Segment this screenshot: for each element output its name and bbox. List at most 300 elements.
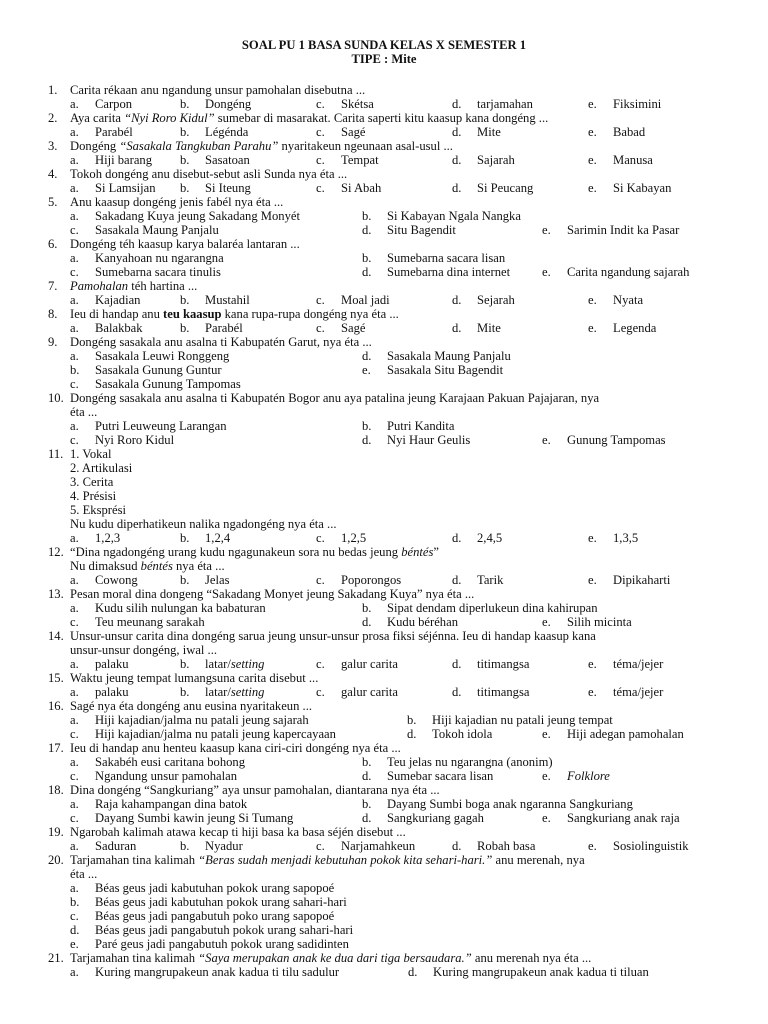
question-number: 8. [48, 307, 58, 321]
answer-option-d[interactable] [362, 433, 470, 447]
option-letter: e. [362, 363, 371, 377]
text-segment: galur carita [341, 685, 398, 699]
question-stem [48, 587, 720, 601]
question-number: 11. [48, 447, 64, 461]
option-letter: a. [70, 321, 79, 335]
answer-option-e[interactable] [542, 433, 666, 447]
option-letter: e. [588, 531, 597, 545]
option-letter: c. [70, 223, 79, 237]
option-text [567, 727, 684, 741]
text-segment: palaku [95, 657, 129, 671]
answer-option-d[interactable] [362, 265, 510, 279]
question-item [48, 741, 720, 783]
option-text [387, 601, 598, 615]
option-letter: a. [70, 755, 79, 769]
question-text [48, 475, 720, 489]
option-text [477, 125, 501, 139]
text-segment: Si Lamsijan [95, 181, 156, 195]
question-stem-continued [48, 559, 720, 573]
answer-option-a[interactable] [70, 125, 133, 139]
question-item [48, 307, 720, 335]
text-segment: Sejarah [477, 293, 515, 307]
answer-option-a[interactable] [70, 293, 140, 307]
answer-option-a[interactable] [70, 713, 309, 727]
question-text [48, 237, 720, 251]
option-row [48, 97, 720, 111]
text-segment: Sasakala Maung Panjalu [387, 349, 511, 363]
option-text [95, 881, 334, 895]
text-segment: Narjamahkeun [341, 839, 416, 853]
option-text [477, 531, 502, 545]
page-title: SOAL PU 1 BASA SUNDA KELAS X SEMESTER 1 [241, 38, 527, 52]
option-letter: b. [180, 293, 190, 307]
question-number: 15. [48, 671, 64, 685]
text-segment: Dongéng sasakala anu asalna ti Kabupatén Bogor anu aya patalina jeung Karajaan Pakuan Pajajaran, nya [70, 391, 600, 405]
option-text [95, 965, 339, 979]
text-segment: Béas geus jadi kabutuhan pokok urang sapopoé [95, 881, 335, 895]
answer-option-a[interactable] [70, 797, 247, 811]
option-text [95, 755, 245, 769]
option-letter: a. [70, 531, 79, 545]
text-segment: Tempat [341, 153, 379, 167]
option-text [95, 531, 120, 545]
text-segment: Robah basa [477, 839, 536, 853]
option-text [477, 181, 533, 195]
answer-option-a[interactable] [70, 209, 300, 223]
text-segment: “Nyi Roro Kidul” [124, 111, 215, 125]
answer-option-b[interactable] [180, 685, 264, 699]
text-segment: Nyata [613, 293, 644, 307]
answer-option-c[interactable] [316, 321, 365, 335]
answer-option-e[interactable] [542, 769, 610, 783]
answer-option-e[interactable] [588, 125, 645, 139]
answer-option-a[interactable] [70, 251, 224, 265]
question-item [48, 279, 720, 307]
text-segment: setting [230, 657, 265, 671]
option-letter: d. [452, 293, 462, 307]
question-text [48, 517, 720, 531]
text-segment: 1,2,3 [95, 531, 121, 545]
option-letter: d. [452, 531, 462, 545]
answer-option-b[interactable] [70, 895, 347, 909]
text-segment: galur carita [341, 657, 398, 671]
answer-option-b[interactable] [362, 797, 633, 811]
option-letter: c. [316, 321, 325, 335]
option-letter: b. [180, 125, 190, 139]
answer-option-d[interactable] [362, 223, 456, 237]
option-letter: d. [452, 657, 462, 671]
option-text [477, 153, 515, 167]
question-text [48, 783, 720, 797]
option-letter: e. [588, 657, 597, 671]
question-text [48, 853, 720, 867]
option-letter: a. [70, 685, 79, 699]
answer-option-b[interactable] [70, 363, 222, 377]
answer-option-d[interactable] [407, 727, 492, 741]
answer-option-c[interactable] [70, 615, 205, 629]
question-stem [48, 307, 720, 321]
text-segment: ” [433, 545, 439, 559]
text-segment: Aya carita [70, 111, 125, 125]
question-text [48, 559, 720, 573]
question-number: 3. [48, 139, 58, 153]
option-text [95, 265, 221, 279]
text-segment: 1. Vokal [70, 447, 112, 461]
question-number: 5. [48, 195, 58, 209]
text-segment: Dayang Sumbi boga anak ngaranna Sangkuriang [387, 797, 633, 811]
answer-option-b[interactable] [362, 251, 505, 265]
text-segment: Sarimin Indit ka Pasar [567, 223, 680, 237]
option-letter: a. [70, 153, 79, 167]
question-stem [48, 853, 720, 867]
option-text [95, 377, 241, 391]
question-stem [48, 335, 720, 349]
question-number: 17. [48, 741, 64, 755]
option-letter: d. [362, 769, 372, 783]
text-segment: Si Peucang [477, 181, 534, 195]
question-stem [48, 741, 720, 755]
text-segment: “Dina ngadongéng urang kudu ngagunakeun sora nu bedas jeung [70, 545, 402, 559]
answer-option-d[interactable] [362, 349, 511, 363]
text-segment: Carpon [95, 97, 133, 111]
question-number: 2. [48, 111, 58, 125]
option-row [48, 769, 720, 783]
text-segment: unsur-unsur dongéng, iwal ... [70, 643, 218, 657]
text-segment: nyaritakeun ngeunaan asal-usul ... [278, 139, 453, 153]
answer-option-e[interactable] [542, 727, 684, 741]
answer-option-d[interactable] [362, 769, 493, 783]
answer-option-c[interactable] [316, 685, 398, 699]
option-text [387, 265, 510, 279]
option-letter: b. [180, 657, 190, 671]
answer-option-b[interactable] [180, 531, 230, 545]
question-list [48, 83, 720, 979]
text-segment: Mite [477, 125, 501, 139]
answer-option-d[interactable] [452, 97, 533, 111]
text-segment: Manusa [613, 153, 653, 167]
text-segment: Skétsa [341, 97, 374, 111]
text-segment: Legenda [613, 321, 657, 335]
answer-option-e[interactable] [588, 293, 643, 307]
option-text [95, 839, 136, 853]
answer-option-e[interactable] [542, 811, 680, 825]
option-letter: a. [70, 573, 79, 587]
answer-option-a[interactable] [70, 965, 339, 979]
answer-option-d[interactable] [452, 181, 533, 195]
option-letter: c. [70, 769, 79, 783]
option-letter: b. [180, 685, 190, 699]
question-stem-continued [48, 475, 720, 489]
text-segment: Dayang Sumbi kawin jeung Si Tumang [95, 811, 294, 825]
text-segment: Unsur-unsur carita dina dongéng sarua jeung unsur-unsur prosa fiksi séjénna. Ieu di handap kaasup kana [70, 629, 596, 643]
option-row [48, 755, 720, 769]
answer-option-b[interactable] [180, 321, 243, 335]
text-segment: sumebar di masarakat. Carita saperti kitu kaasup kana dongéng ... [214, 111, 549, 125]
option-letter: a. [70, 125, 79, 139]
question-item [48, 111, 720, 139]
answer-option-c[interactable] [316, 839, 415, 853]
option-text [477, 321, 501, 335]
answer-option-d[interactable] [452, 125, 501, 139]
text-segment: Fiksimini [613, 97, 662, 111]
text-segment: Sasakala Leuwi Ronggeng [95, 349, 230, 363]
text-segment: anu merenah nya éta ... [471, 951, 592, 965]
option-text [613, 531, 638, 545]
text-segment: Hiji kajadian/jalma nu patali jeung sajarah [95, 713, 309, 727]
text-segment: Dongéng [70, 139, 120, 153]
option-text [477, 839, 535, 853]
answer-option-c[interactable] [316, 153, 379, 167]
question-stem [48, 167, 720, 181]
option-letter: e. [588, 839, 597, 853]
answer-option-d[interactable] [70, 923, 353, 937]
option-text [613, 839, 689, 853]
answer-option-a[interactable] [70, 755, 245, 769]
answer-option-a[interactable] [70, 321, 143, 335]
answer-option-a[interactable] [70, 839, 136, 853]
option-letter: c. [316, 153, 325, 167]
answer-option-e[interactable] [542, 265, 689, 279]
option-row [48, 685, 720, 699]
text-segment: béntés [140, 559, 173, 573]
answer-option-a[interactable] [70, 419, 227, 433]
text-segment: Raja kahampangan dina batok [95, 797, 248, 811]
answer-option-b[interactable] [180, 181, 251, 195]
option-text [567, 433, 666, 447]
answer-option-c[interactable] [70, 223, 219, 237]
option-text [205, 839, 243, 853]
answer-option-d[interactable] [452, 293, 515, 307]
text-segment: Sangkuriang anak raja [567, 811, 680, 825]
option-text [95, 657, 129, 671]
option-text [477, 657, 529, 671]
question-stem [48, 195, 720, 209]
question-item [48, 335, 720, 391]
option-row [48, 657, 720, 671]
option-letter: d. [452, 97, 462, 111]
option-letter: b. [362, 251, 372, 265]
option-text [387, 797, 633, 811]
option-letter: b. [362, 755, 372, 769]
option-letter: a. [70, 713, 79, 727]
answer-option-c[interactable] [70, 909, 334, 923]
answer-option-a[interactable] [70, 181, 156, 195]
answer-option-e[interactable] [70, 937, 349, 951]
option-row [48, 433, 720, 447]
answer-option-d[interactable] [452, 531, 502, 545]
option-letter: d. [452, 573, 462, 587]
answer-option-e[interactable] [588, 657, 663, 671]
option-letter: d. [407, 727, 417, 741]
answer-option-a[interactable] [70, 153, 152, 167]
option-letter: c. [70, 811, 79, 825]
answer-option-c[interactable] [316, 293, 390, 307]
answer-option-d[interactable] [452, 839, 535, 853]
answer-option-e[interactable] [588, 97, 661, 111]
answer-option-c[interactable] [70, 377, 241, 391]
text-segment: Béas geus jadi pangabutuh poko urang sapopoé [95, 909, 335, 923]
option-text [477, 685, 529, 699]
answer-option-a[interactable] [70, 881, 334, 895]
answer-option-b[interactable] [180, 573, 229, 587]
option-letter: a. [70, 349, 79, 363]
text-segment: Ngandung unsur pamohalan [95, 769, 237, 783]
answer-option-c[interactable] [70, 811, 293, 825]
answer-option-a[interactable] [70, 573, 138, 587]
option-letter: d. [452, 321, 462, 335]
question-stem-continued [48, 643, 720, 657]
text-segment: tarjamahan [477, 97, 533, 111]
answer-option-a[interactable] [70, 97, 132, 111]
answer-option-b[interactable] [180, 839, 243, 853]
question-item [48, 951, 720, 979]
answer-option-e[interactable] [588, 153, 653, 167]
text-segment: Mustahil [205, 293, 250, 307]
option-text [95, 937, 349, 951]
option-text [567, 223, 679, 237]
text-segment: Sasakala Maung Panjalu [95, 223, 219, 237]
question-text [48, 503, 720, 517]
text-segment: Sumebar sacara lisan [387, 769, 494, 783]
text-segment: Sasatoan [205, 153, 250, 167]
text-segment: nya éta ... [172, 559, 225, 573]
option-text [95, 419, 227, 433]
option-row [48, 573, 720, 587]
answer-option-c[interactable] [316, 657, 398, 671]
option-row [48, 937, 720, 951]
text-segment: Sosiolinguistik [613, 839, 689, 853]
answer-option-e[interactable] [542, 223, 679, 237]
question-stem [48, 951, 720, 965]
text-segment: Hiji barang [95, 153, 153, 167]
answer-option-a[interactable] [70, 657, 129, 671]
answer-option-b[interactable] [180, 97, 251, 111]
text-segment: Ngarobah kalimah atawa kecap ti hiji basa ka basa séjén disebut ... [70, 825, 406, 839]
answer-option-d[interactable] [452, 657, 529, 671]
question-stem [48, 783, 720, 797]
answer-option-a[interactable] [70, 685, 129, 699]
text-segment: Légénda [205, 125, 249, 139]
answer-option-b[interactable] [362, 755, 553, 769]
question-stem [48, 671, 720, 685]
answer-option-d[interactable] [452, 153, 515, 167]
question-number: 20. [48, 853, 64, 867]
answer-option-b[interactable] [180, 153, 250, 167]
option-letter: a. [70, 251, 79, 265]
question-stem [48, 279, 720, 293]
answer-option-e[interactable] [588, 321, 656, 335]
question-text [48, 279, 720, 293]
answer-option-c[interactable] [316, 97, 374, 111]
option-text [477, 293, 515, 307]
answer-option-b[interactable] [407, 713, 613, 727]
answer-option-c[interactable] [316, 531, 366, 545]
text-segment: Dongéng sasakala anu asalna ti Kabupatén Garut, nya éta ... [70, 335, 372, 349]
answer-option-e[interactable] [588, 839, 689, 853]
answer-option-b[interactable] [180, 657, 264, 671]
option-text [95, 573, 138, 587]
text-segment: Tokoh idola [432, 727, 493, 741]
option-letter: e. [70, 937, 79, 951]
answer-option-e[interactable] [588, 181, 671, 195]
text-segment: Sagé [341, 125, 366, 139]
option-row [48, 839, 720, 853]
option-letter: e. [542, 433, 551, 447]
text-segment: Sasakala Gunung Guntur [95, 363, 222, 377]
question-item [48, 139, 720, 167]
option-text [341, 839, 415, 853]
option-text [432, 727, 492, 741]
answer-option-d[interactable] [452, 685, 529, 699]
text-segment: Pesan moral dina dongeng “Sakadang Monyet jeung Sakadang Kuya” nya éta ... [70, 587, 475, 601]
option-row [48, 209, 720, 223]
question-text [48, 741, 720, 755]
answer-option-d[interactable] [408, 965, 649, 979]
question-item [48, 391, 720, 447]
answer-option-e[interactable] [362, 363, 503, 377]
answer-option-d[interactable] [362, 811, 484, 825]
option-letter: d. [452, 685, 462, 699]
option-letter: b. [70, 363, 80, 377]
answer-option-a[interactable] [70, 349, 229, 363]
question-stem [48, 825, 720, 839]
answer-option-c[interactable] [70, 265, 221, 279]
option-letter: e. [542, 769, 551, 783]
question-stem-continued [48, 405, 720, 419]
answer-option-b[interactable] [180, 125, 248, 139]
answer-option-e[interactable] [542, 615, 632, 629]
option-text [341, 181, 381, 195]
answer-option-b[interactable] [362, 419, 455, 433]
answer-option-e[interactable] [588, 531, 638, 545]
answer-option-c[interactable] [316, 125, 365, 139]
text-segment: Cowong [95, 573, 138, 587]
answer-option-c[interactable] [316, 573, 401, 587]
question-item [48, 83, 720, 111]
text-segment: 2,4,5 [477, 531, 503, 545]
option-row [48, 601, 720, 615]
option-letter: e. [542, 811, 551, 825]
text-segment: 1,3,5 [613, 531, 639, 545]
answer-option-d[interactable] [452, 321, 501, 335]
option-text [341, 125, 365, 139]
text-segment: “Sasakala Tangkuban Parahu” [119, 139, 279, 153]
question-number: 10. [48, 391, 64, 405]
answer-option-d[interactable] [362, 615, 458, 629]
answer-option-b[interactable] [362, 209, 521, 223]
answer-option-c[interactable] [70, 769, 237, 783]
answer-option-b[interactable] [362, 601, 598, 615]
option-letter: d. [452, 125, 462, 139]
option-text [95, 727, 336, 741]
option-text [205, 573, 229, 587]
option-text [95, 769, 237, 783]
answer-option-a[interactable] [70, 601, 266, 615]
answer-option-c[interactable] [70, 727, 336, 741]
answer-option-a[interactable] [70, 531, 120, 545]
answer-option-c[interactable] [70, 433, 174, 447]
answer-option-d[interactable] [452, 573, 503, 587]
answer-option-e[interactable] [588, 573, 670, 587]
question-stem-continued [48, 867, 720, 881]
text-segment: Situ Bagendit [387, 223, 456, 237]
option-letter: b. [180, 531, 190, 545]
page-subtitle: TIPE : Mite [351, 52, 417, 66]
text-segment: “Saya merupakan anak ke dua dari tiga bersaudara.” [198, 951, 472, 965]
answer-option-e[interactable] [588, 685, 663, 699]
answer-option-b[interactable] [180, 293, 250, 307]
answer-option-c[interactable] [316, 181, 381, 195]
